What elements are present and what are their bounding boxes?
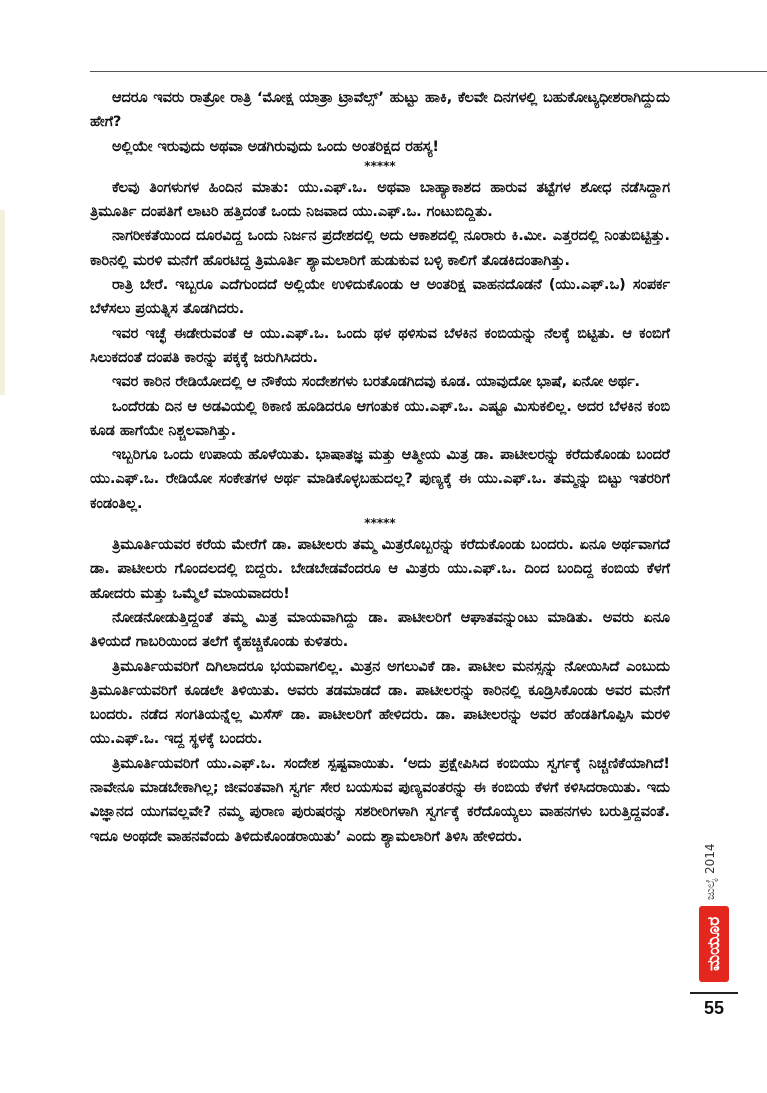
paragraph: ನಾಗರೀಕತೆಯಿಂದ ದೂರವಿದ್ದ ಒಂದು ನಿರ್ಜನ ಪ್ರದೇಶದಲ್ಲಿ ಅದು ಆಕಾಶದಲ್ಲಿ ನೂರಾರು ಕಿ.ಮೀ. ಎತ್ತರದಲ್ಲಿ ನಿಂತುಬಿಟ್ಟಿತ್ತು. ಕಾರಿನಲ್ಲಿ ಮರಳಿ ಮನೆಗೆ ಹೊರಟಿದ್ದ ತ್ರಿಮೂರ್ತಿ ಶ್ಯಾಮಲಾರಿಗೆ ಹುಡುಕುವ ಬಳ್ಳಿ ಕಾಲಿಗೆ ತೊಡಕಿದಂತಾಗಿತ್ತು. (90, 228, 670, 269)
magazine-logo-text: ಮಯೂರ (704, 916, 724, 972)
paragraph: ಇವರ ಇಚ್ಛೆ ಈಡೇರುವಂತೆ ಆ ಯು.ಎಫ್.ಒ. ಒಂದು ಥಳ ಥಳಿಸುವ ಬೆಳಕಿನ ಕಂಬಿಯನ್ನು ನೆಲಕ್ಕೆ ಬಿಟ್ಟಿತು. ಆ ಕಂಬಿಗೆ ಸಿಲುಕದಂತೆ ದಂಪತಿ ಕಾರನ್ನು ಪಕ್ಕಕ್ಕೆ ಜರುಗಿಸಿದರು. (90, 325, 670, 366)
paragraph: ಆದರೂ ಇವರು ರಾತ್ರೋ ರಾತ್ರಿ ‘ಮೋಕ್ಷ ಯಾತ್ರಾ ಟ್ರಾವೆಲ್ಸ್’ ಹುಟ್ಟು ಹಾಕಿ, ಕೆಲವೇ ದಿನಗಳಲ್ಲಿ ಬಹುಕೋಟ್ಯಧೀಶರಾಗಿದ್ದುದು ಹೇಗೆ? (90, 90, 670, 131)
margin-tint (0, 210, 5, 395)
paragraph: ನೋಡನೋಡುತ್ತಿದ್ದಂತೆ ತಮ್ಮ ಮಿತ್ರ ಮಾಯವಾಗಿದ್ದು ಡಾ. ಪಾಟೀಲರಿಗೆ ಆಘಾತವನ್ನುಂಟು ಮಾಡಿತು. ಅವರು ಏನೂ ತಿಳಿಯದೆ ಗಾಬರಿಯಿಂದ ತಲೆಗೆ ಕೈಹಚ್ಚಿಕೊಂಡು ಕುಳಿತರು. (90, 609, 670, 651)
paragraph: ತ್ರಿಮೂರ್ತಿಯವರಿಗೆ ಯು.ಎಫ್.ಒ. ಸಂದೇಶ ಸ್ಪಷ್ಟವಾಯಿತು. ‘ಅದು ಪ್ರಕ್ಷೇಪಿಸಿದ ಕಂಬಿಯು ಸ್ವರ್ಗಕ್ಕೆ ನಿಚ್ಚಣಿಕೆಯಾಗಿದೆ! ನಾವೇನೂ ಮಾಡಬೇಕಾಗಿಲ್ಲ; ಜೀವಂತವಾಗಿ ಸ್ವರ್ಗ ಸೇರ ಬಯಸುವ ಪುಣ್ಯವಂತರನ್ನು ಈ ಕಂಬಿಯ ಕೆಳಗೆ ಕಳಿಸಿದರಾಯಿತು. ಇದು ವಿಜ್ಞಾನದ ಯುಗವಲ್ಲವೇ? ನಮ್ಮ ಪುರಾಣ ಪುರುಷರನ್ನು ಸಶರೀರಿಗಳಾಗಿ ಸ್ವರ್ಗಕ್ಕೆ ಕರೆದೊಯ್ಯಲು ವಾಹನಗಳು ಬರುತ್ತಿದ್ದವಂತೆ. ಇದೂ ಅಂಥದೇ ವಾಹನವೆಂದು ತಿಳಿದುಕೊಂಡರಾಯಿತು’ ಎಂದು ಶ್ಯಾಮಲಾರಿಗೆ ತಿಳಿಸಿ ಹೇಳಿದರು. (90, 755, 670, 845)
paragraph: ತ್ರಿಮೂರ್ತಿಯವರ ಕರೆಯ ಮೇರೆಗೆ ಡಾ. ಪಾಟೀಲರು ತಮ್ಮ ಮಿತ್ರರೊಬ್ಬರನ್ನು ಕರೆದುಕೊಂಡು ಬಂದರು. ಏನೂ ಅರ್ಥವಾಗದೆ ಡಾ. ಪಾಟೀಲರು ಗೊಂದಲದಲ್ಲಿ ಬಿದ್ದರು. ಬೇಡಬೇಡವೆಂದರೂ ಆ ಮಿತ್ರರು ಯು.ಎಫ್.ಒ. ದಿಂದ ಬಂದಿದ್ದ ಕಂಬಿಯ ಕೆಳಗೆ ಹೋದರು ಮತ್ತು ಒಮ್ಮೆಲೆ ಮಾಯವಾದರು! (90, 537, 670, 602)
page-number: 55 (703, 998, 725, 1018)
footer-rule (690, 992, 738, 994)
section-separator: ***** (364, 516, 396, 531)
paragraph: ಒಂದೆರಡು ದಿನ ಆ ಅಡವಿಯಲ್ಲಿ ಠಿಕಾಣಿ ಹೂಡಿದರೂ ಆಗಂತುಕ ಯು.ಎಫ್.ಒ. ಎಷ್ಟೂ ಮಿಸುಕಲಿಲ್ಲ. ಅದರ ಬೆಳಕಿನ ಕಂಬಿ ಕೂಡ ಹಾಗೆಯೇ ನಿಶ್ಚಲವಾಗಿತ್ತು. (90, 398, 670, 439)
article-body (90, 86, 670, 849)
paragraph: ರಾತ್ರಿ ಬೇರೆ. ಇಬ್ಬರೂ ಎದೆಗುಂದದೆ ಅಲ್ಲಿಯೇ ಉಳಿದುಕೊಂಡು ಆ ಅಂತರಿಕ್ಷ ವಾಹನದೊಡನೆ (ಯು.ಎಫ್.ಒ) ಸಂಪರ್ಕ ಬೆಳೆಸಲು ಪ್ರಯತ್ನಿಸ ತೊಡಗಿದರು. (90, 277, 670, 318)
paragraph: ಇಬ್ಬರಿಗೂ ಒಂದು ಉಪಾಯ ಹೊಳೆಯಿತು. ಭಾಷಾತಜ್ಞ ಮತ್ತು ಆತ್ಮೀಯ ಮಿತ್ರ ಡಾ. ಪಾಟೀಲರನ್ನು ಕರೆದುಕೊಂಡು ಬಂದರೆ ಯು.ಎಫ್.ಒ. ರೇಡಿಯೋ ಸಂಕೇತಗಳ ಅರ್ಥ ಮಾಡಿಕೊಳ್ಳಬಹುದಲ್ಲ? ಪುಣ್ಯಕ್ಕೆ ಈ ಯು.ಎಫ್.ಒ. ತಮ್ಮನ್ನು ಬಿಟ್ಟು ಇತರರಿಗೆ ಕಂಡಂತಿಲ್ಲ. (90, 447, 670, 512)
issue-date: ಜುಲೈ 2014 (703, 843, 717, 900)
paragraph: ಇವರ ಕಾರಿನ ರೇಡಿಯೋದಲ್ಲಿ ಆ ನೌಕೆಯ ಸಂದೇಶಗಳು ಬರತೊಡಗಿದವು ಕೂಡ. ಯಾವುದೋ ಭಾಷೆ, ಏನೋ ಅರ್ಥ. (112, 374, 641, 391)
header-rule (90, 71, 767, 72)
section-separator: ***** (364, 158, 396, 173)
paragraph: ಕೆಲವು ತಿಂಗಳುಗಳ ಹಿಂದಿನ ಮಾತು: ಯು.ಎಫ್.ಒ. ಅಥವಾ ಬಾಹ್ಯಾಕಾಶದ ಹಾರುವ ತಟ್ಟೆಗಳ ಶೋಧ ನಡೆಸಿದ್ದಾಗ ತ್ರಿಮೂರ್ತಿ ದಂಪತಿಗೆ ಲಾಟರಿ ಹತ್ತಿದಂತೆ ಒಂದು ನಿಜವಾದ ಯು.ಎಫ್.ಒ. ಗಂಟುಬಿದ್ದಿತು. (90, 179, 670, 221)
magazine-logo (699, 906, 729, 982)
paragraph: ಅಲ್ಲಿಯೇ ಇರುವುದು ಅಥವಾ ಅಡಗಿರುವುದು ಒಂದು ಅಂತರಿಕ್ಷದ ರಹಸ್ಯ! (112, 138, 439, 155)
paragraph: ತ್ರಿಮೂರ್ತಿಯವರಿಗೆ ದಿಗಿಲಾದರೂ ಭಯವಾಗಲಿಲ್ಲ. ಮಿತ್ರನ ಅಗಲುವಿಕೆ ಡಾ. ಪಾಟೀಲ ಮನಸ್ಸನ್ನು ನೋಯಿಸಿದೆ ಎಂಬುದು ತ್ರಿಮೂರ್ತಿಯವರಿಗೆ ಕೂಡಲೇ ತಿಳಿಯಿತು. ಅವರು ತಡಮಾಡದೆ ಡಾ. ಪಾಟೀಲರನ್ನು ಕಾರಿನಲ್ಲಿ ಕೂಡ್ರಿಸಿಕೊಂಡು ಅವರ ಮನೆಗೆ ಬಂದರು. ನಡೆದ ಸಂಗತಿಯನ್ನೆಲ್ಲ ಮಿಸೆಸ್ ಡಾ. ಪಾಟೀಲರಿಗೆ ಹೇಳಿದರು. ಡಾ. ಪಾಟೀಲರನ್ನು ಅವರ ಹೆಂಡತಿಗೊಪ್ಪಿಸಿ ಮರಳಿ ಯು.ಎಫ್.ಒ. ಇದ್ದ ಸ್ಥಳಕ್ಕೆ ಬಂದರು. (90, 658, 670, 748)
